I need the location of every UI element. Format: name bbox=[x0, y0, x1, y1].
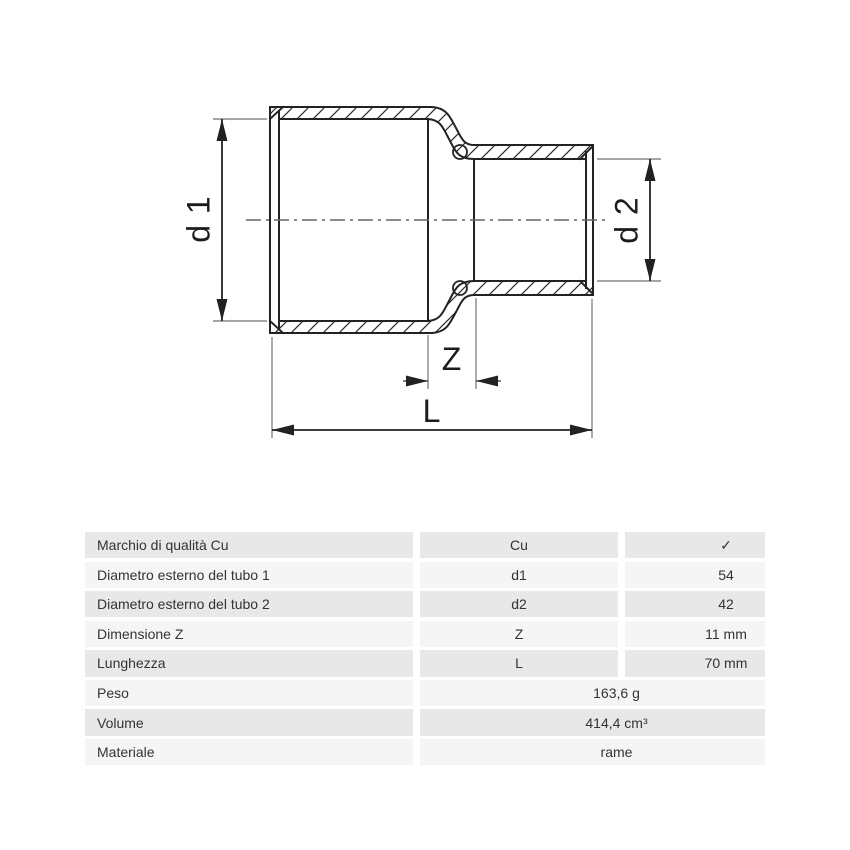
dimension-label-l: L bbox=[422, 393, 442, 429]
arrowhead-up-icon bbox=[645, 159, 656, 181]
spec-row-label: Diametro esterno del tubo 2 bbox=[85, 591, 413, 617]
dimension-label-z: Z bbox=[441, 341, 463, 377]
spec-row-symbol: Z bbox=[420, 621, 618, 647]
spec-row-label: Lunghezza bbox=[85, 650, 413, 676]
fitting-wall-hatching bbox=[270, 107, 593, 333]
spec-row-symbol: d2 bbox=[420, 591, 618, 617]
arrowhead-left-icon bbox=[272, 425, 294, 436]
spec-row-symbol: Cu bbox=[420, 532, 618, 558]
arrowhead-up-icon bbox=[217, 119, 228, 141]
spec-row-value: rame bbox=[420, 739, 765, 765]
spec-row-label: Marchio di qualità Cu bbox=[85, 532, 413, 558]
spec-row-value: 163,6 g bbox=[420, 680, 765, 706]
arrowhead-down-icon bbox=[645, 259, 656, 281]
spec-row-value: ✓ bbox=[625, 532, 765, 558]
dimension-label-d1: d 1 bbox=[180, 195, 217, 243]
spec-row-label: Dimensione Z bbox=[85, 621, 413, 647]
spec-row-value: 54 bbox=[625, 562, 765, 588]
arrowhead-right-icon bbox=[570, 425, 592, 436]
spec-row-symbol: L bbox=[420, 650, 618, 676]
arrowhead-left-icon bbox=[476, 376, 498, 387]
fitting-outline bbox=[270, 107, 593, 333]
spec-row-symbol: d1 bbox=[420, 562, 618, 588]
spec-row-label: Materiale bbox=[85, 739, 413, 765]
spec-row-label: Diametro esterno del tubo 1 bbox=[85, 562, 413, 588]
spec-row-label: Volume bbox=[85, 709, 413, 735]
spec-table bbox=[85, 532, 765, 765]
arrowhead-down-icon bbox=[217, 299, 228, 321]
arrowhead-right-icon bbox=[406, 376, 428, 387]
dimension-label-d2: d 2 bbox=[608, 196, 645, 244]
spec-row-label: Peso bbox=[85, 680, 413, 706]
spec-row-value: 70 mm bbox=[625, 650, 765, 676]
spec-row-value: 11 mm bbox=[625, 621, 765, 647]
dimension-d2 bbox=[597, 159, 661, 281]
spec-row-value: 414,4 cm³ bbox=[420, 709, 765, 735]
spec-row-value: 42 bbox=[625, 591, 765, 617]
